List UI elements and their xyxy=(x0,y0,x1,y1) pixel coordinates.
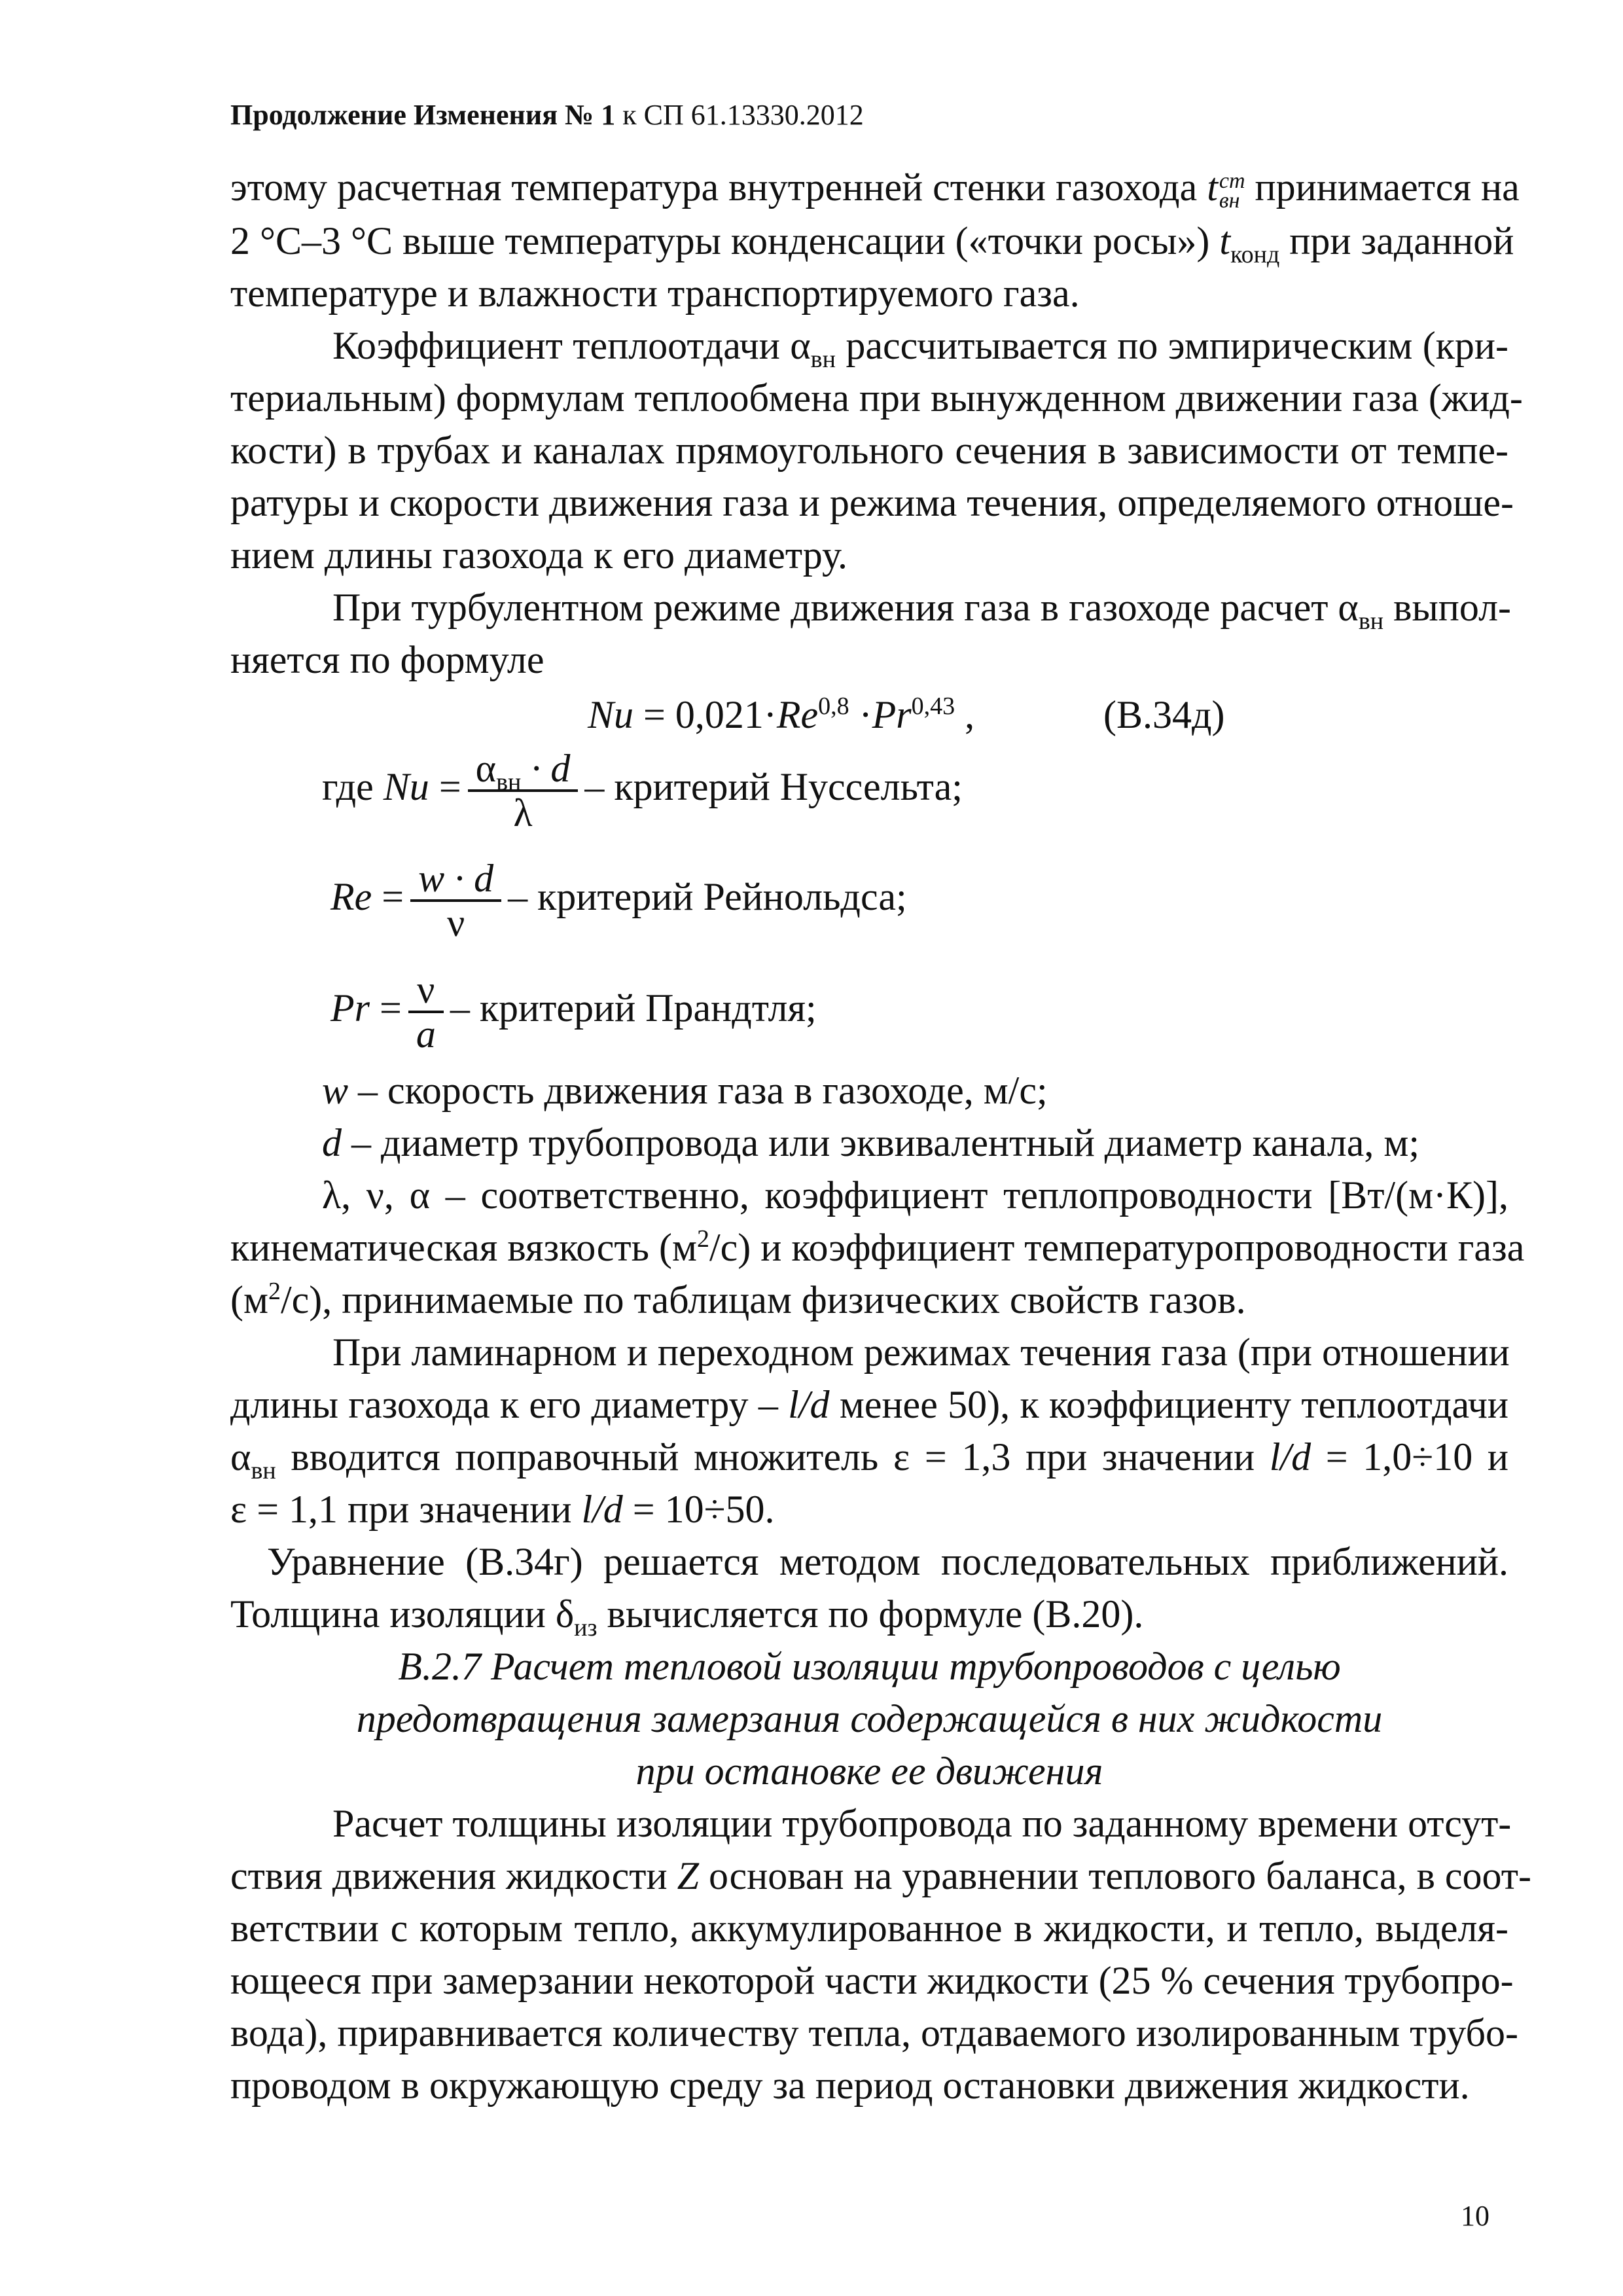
ld: l/d xyxy=(1269,1435,1311,1479)
header-bold: Продолжение Изменения № 1 xyxy=(230,99,616,131)
para1-line2 xyxy=(230,217,1514,268)
nu: Nu xyxy=(588,693,634,736)
running-header xyxy=(230,98,864,132)
para6-line2 xyxy=(230,1852,1531,1899)
re: Re xyxy=(776,693,819,736)
para2-line1 xyxy=(332,322,1508,373)
text: менее 50), к коэффициенту теплоотдачи xyxy=(829,1383,1508,1426)
def-prandtl: Pr = $\frac{\nu}{a}$ – критерий Прандтля; xyxy=(330,968,817,1056)
text: где xyxy=(322,764,383,808)
para2-line2: териальным) формулам теплообмена при вынужденном движении газа (жид- xyxy=(230,376,1523,420)
sub: конд xyxy=(1230,241,1280,268)
text: = 10÷50. xyxy=(622,1488,775,1531)
t-indices xyxy=(1219,171,1245,211)
text: = 0,021· xyxy=(633,693,777,736)
text: 2 °С–3 °С выше температуры конденсации («точки росы») xyxy=(230,219,1220,262)
text: /с), принимаемые по таблицам физических свойств газов. xyxy=(280,1278,1246,1321)
def-nusselt: где Nu = $\frac{\alpha_{вн} \cdot d}{\lambda}$ – критерий Нуссельта; xyxy=(322,747,963,834)
denominator: ν xyxy=(410,899,501,944)
sub: из xyxy=(574,1614,597,1641)
d: · d xyxy=(521,747,571,790)
sub: вн xyxy=(251,1457,276,1484)
text: этому расчетная температура внутренней стенки газохода xyxy=(230,166,1207,209)
sub: вн xyxy=(1219,188,1240,213)
z: Z xyxy=(677,1854,699,1897)
def-lambda-line1: λ, ν, α – соответственно, коэффициент теплопроводности [Вт/(м·К)], xyxy=(322,1174,1508,1217)
text: = 1,0÷10 и xyxy=(1311,1435,1508,1479)
para1-line1 xyxy=(230,164,1520,213)
text: длины газохода к его диаметру – xyxy=(230,1383,789,1426)
formula-number: (В.34д) xyxy=(1103,693,1225,736)
section-heading-line2: предотвращения замерзания содержащейся в них жидкости xyxy=(356,1697,1383,1740)
alpha: α xyxy=(475,747,497,790)
para3-line2: няется по формуле xyxy=(230,638,544,681)
ld: l/d xyxy=(581,1488,623,1531)
text: При турбулентном режиме движения газа в газоходе расчет α xyxy=(332,586,1359,629)
re: Re xyxy=(330,874,372,918)
def-lambda-line2 xyxy=(230,1224,1525,1271)
page-number: 10 xyxy=(1461,2200,1489,2232)
para6-line6: проводом в окружающую среду за период остановки движения жидкости. xyxy=(230,2064,1470,2107)
t-symbol xyxy=(1207,166,1245,213)
text: Коэффициент теплоотдачи α xyxy=(332,324,811,367)
para4-line4 xyxy=(230,1486,775,1533)
text: основан на уравнении теплового баланса, в соот- xyxy=(699,1854,1531,1897)
sub: вн xyxy=(1358,607,1384,635)
text: принимается на xyxy=(1245,166,1520,209)
text: /с) и коэффициент температуропроводности газа xyxy=(709,1226,1525,1269)
formula-b34d xyxy=(588,692,974,738)
def-w xyxy=(322,1067,1048,1114)
text: при заданной xyxy=(1279,219,1514,262)
ld: l/d xyxy=(788,1383,830,1426)
para5-line1: Уравнение (В.34г) решается методом последовательных приближений. xyxy=(267,1540,1508,1583)
para4-line2 xyxy=(230,1381,1508,1428)
text: ствия движения жидкости xyxy=(230,1854,677,1897)
text: вычисляется по формуле (В.20). xyxy=(597,1592,1144,1636)
para5-line2 xyxy=(230,1590,1144,1641)
text: · xyxy=(849,693,872,736)
sup: 2 xyxy=(268,1278,281,1305)
text: – скорость движения газа в газоходе, м/с; xyxy=(348,1069,1048,1112)
section-heading-line3: при остановке ее движения xyxy=(635,1749,1103,1793)
def-d xyxy=(322,1119,1419,1166)
para6-line3: ветствии с которым тепло, аккумулированное в жидкости, и тепло, выделя- xyxy=(230,1907,1508,1950)
pr-fraction xyxy=(408,969,444,1055)
numerator: w · d xyxy=(418,857,494,900)
para6-line1: Расчет толщины изоляции трубопровода по заданному времени отсут- xyxy=(332,1802,1512,1845)
para6-line5: вода), приравнивается количеству тепла, отдаваемого изолированным трубо- xyxy=(230,2011,1518,2054)
text: – диаметр трубопровода или эквивалентный диаметр канала, м; xyxy=(342,1121,1419,1164)
sub: вн xyxy=(496,768,522,796)
nu: Nu xyxy=(383,764,429,808)
section-heading-line1: В.2.7 Расчет тепловой изоляции трубопроводов с целью xyxy=(398,1645,1341,1688)
exp: 0,8 xyxy=(818,692,849,720)
text: ε = 1,1 при значении xyxy=(230,1488,582,1531)
t-letter: t xyxy=(1207,166,1218,209)
text: рассчитывается по эмпирическим (кри- xyxy=(835,324,1508,367)
text: – критерий Прандтля; xyxy=(450,986,817,1030)
para6-line4: ющееся при замерзании некоторой части жидкости (25 % сечения трубопро- xyxy=(230,1959,1514,2002)
sup: 2 xyxy=(696,1225,709,1253)
def-lambda-line3 xyxy=(230,1276,1246,1323)
header-rest: к СП 61.13330.2012 xyxy=(615,99,864,131)
para2-line4: ратуры и скорости движения газа и режима течения, определяемого отноше- xyxy=(230,481,1514,524)
t-letter: t xyxy=(1219,219,1231,262)
para2-line3: кости) в трубах и каналах прямоугольного сечения в зависимости от темпе- xyxy=(230,429,1508,472)
exp: 0,43 xyxy=(911,692,955,720)
text: выпол- xyxy=(1383,586,1512,629)
re-fraction xyxy=(410,857,501,944)
pr: Pr xyxy=(330,986,370,1030)
para2-line5: нием длины газохода к его диаметру. xyxy=(230,533,847,577)
para3-line1 xyxy=(332,584,1512,635)
text: – критерий Нуссельта; xyxy=(584,764,963,808)
text: Толщина изоляции δ xyxy=(230,1592,575,1636)
numerator: ν xyxy=(417,968,435,1011)
w: w xyxy=(322,1069,349,1112)
text: , xyxy=(955,693,975,736)
para1-line3: температуре и влажности транспортируемого газа. xyxy=(230,272,1080,315)
text: – критерий Рейнольдса; xyxy=(508,874,907,918)
denominator: λ xyxy=(468,789,579,834)
d: d xyxy=(322,1121,342,1164)
numerator xyxy=(468,747,579,796)
para4-line3 xyxy=(230,1433,1508,1484)
sub: вн xyxy=(810,346,836,373)
nu-fraction xyxy=(468,747,579,834)
sup: ст xyxy=(1219,169,1245,194)
text: вводится поправочный множитель ε = 1,3 при значении xyxy=(276,1435,1270,1479)
def-reynolds: Re = $\frac{w \cdot d}{\nu}$ – критерий Рейнольдса; xyxy=(330,857,907,944)
alpha: α xyxy=(230,1435,251,1479)
denominator: a xyxy=(408,1011,444,1055)
text: кинематическая вязкость (м xyxy=(230,1226,697,1269)
para4-line1: При ламинарном и переходном режимах течения газа (при отношении xyxy=(332,1331,1510,1374)
text: (м xyxy=(230,1278,268,1321)
pr: Pr xyxy=(872,693,912,736)
